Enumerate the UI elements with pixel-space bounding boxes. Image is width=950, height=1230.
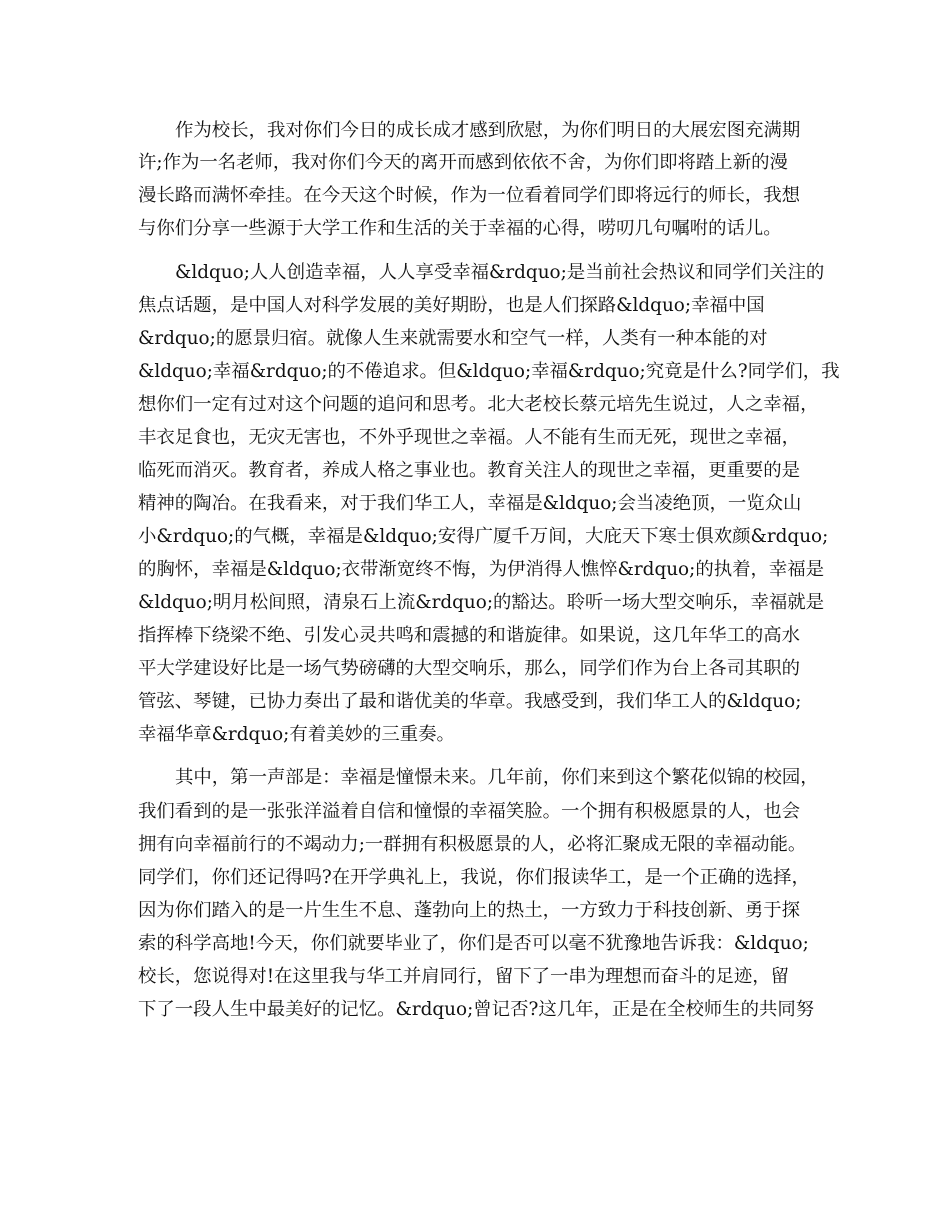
text-line: 许;作为一名老师，我对你们今天的离开而感到依依不舍，为你们即将踏上新的漫 (138, 152, 788, 173)
text-line: 精神的陶冶。在我看来，对于我们华工人，幸福是&ldquo;会当凌绝顶，一览众山 (138, 493, 802, 514)
text-line: 临死而消灭。教育者，养成人格之事业也。教育关注人的现世之幸福，更重要的是 (138, 460, 801, 481)
text-line: 指挥棒下绕梁不绝、引发心灵共鸣和震撼的和谐旋律。如果说，这几年华工的高水 (138, 625, 801, 646)
text-line: 丰衣足食也，无灾无害也，不外乎现世之幸福。人不能有生而无死，现世之幸福， (138, 427, 801, 448)
text-line: 拥有向幸福前行的不竭动力;一群拥有积极愿景的人，必将汇聚成无限的幸福动能。 (138, 834, 807, 855)
text-line: 我们看到的是一张张洋溢着自信和憧憬的幸福笑脸。一个拥有积极愿景的人，也会 (138, 801, 801, 822)
text-line: 其中，第一声部是：幸福是憧憬未来。几年前，你们来到这个繁花似锦的校园， (175, 767, 819, 788)
text-line: 想你们一定有过对这个问题的追问和思考。北大老校长蔡元培先生说过，人之幸福， (138, 394, 819, 415)
text-line: &ldquo;幸福&rdquo;的不倦追求。但&ldquo;幸福&rdquo;究竟是什么?同学们，我 (138, 361, 840, 382)
text-line: 同学们，你们还记得吗?在开学典礼上，我说，你们报读华工，是一个正确的选择， (138, 867, 810, 888)
text-line: 下了一段人生中最美好的记忆。&rdquo;曾记否?这几年，正是在全校师生的共同努 (138, 999, 815, 1020)
text-line: 校长，您说得对!在这里我与华工并肩同行，留下了一串为理想而奋斗的足迹，留 (138, 966, 790, 987)
text-line: 平大学建设好比是一场气势磅礴的大型交响乐，那么，同学们作为台上各司其职的 (138, 658, 801, 679)
text-line: 索的科学高地!今天，你们就要毕业了，你们是否可以毫不犹豫地告诉我：&ldquo; (138, 933, 809, 954)
text-line: 漫长路而满怀牵挂。在今天这个时候，作为一位看着同学们即将远行的师长，我想 (138, 185, 801, 206)
text-line: 小&rdquo;的气概，幸福是&ldquo;安得广厦千万间，大庇天下寒士俱欢颜&rdquo; (138, 526, 829, 547)
text-line: &ldquo;人人创造幸福，人人享受幸福&rdquo;是当前社会热议和同学们关注的 (175, 262, 825, 283)
text-line: 的胸怀，幸福是&ldquo;衣带渐宽终不悔，为伊消得人憔悴&rdquo;的执着，幸福是 (138, 559, 825, 580)
text-line: &ldquo;明月松间照，清泉石上流&rdquo;的豁达。聆听一场大型交响乐，幸福就是 (138, 592, 825, 613)
text-line: 管弦、琴键，已协力奏出了最和谐优美的华章。我感受到，我们华工人的&ldquo; (138, 691, 802, 712)
text-line: 因为你们踏入的是一片生生不息、蓬勃向上的热土，一方致力于科技创新、勇于探 (138, 900, 801, 921)
text-line: 与你们分享一些源于大学工作和生活的关于幸福的心得，唠叨几句嘱咐的话儿。 (138, 218, 782, 239)
text-line: 作为校长，我对你们今日的成长成才感到欣慰，为你们明日的大展宏图充满期 (175, 120, 801, 141)
text-line: 焦点话题，是中国人对科学发展的美好期盼，也是人们探路&ldquo;幸福中国 (138, 295, 765, 316)
text-line: 幸福华章&rdquo;有着美妙的三重奏。 (138, 724, 455, 745)
text-line: &rdquo;的愿景归宿。就像人生来就需要水和空气一样，人类有一种本能的对 (138, 328, 768, 349)
